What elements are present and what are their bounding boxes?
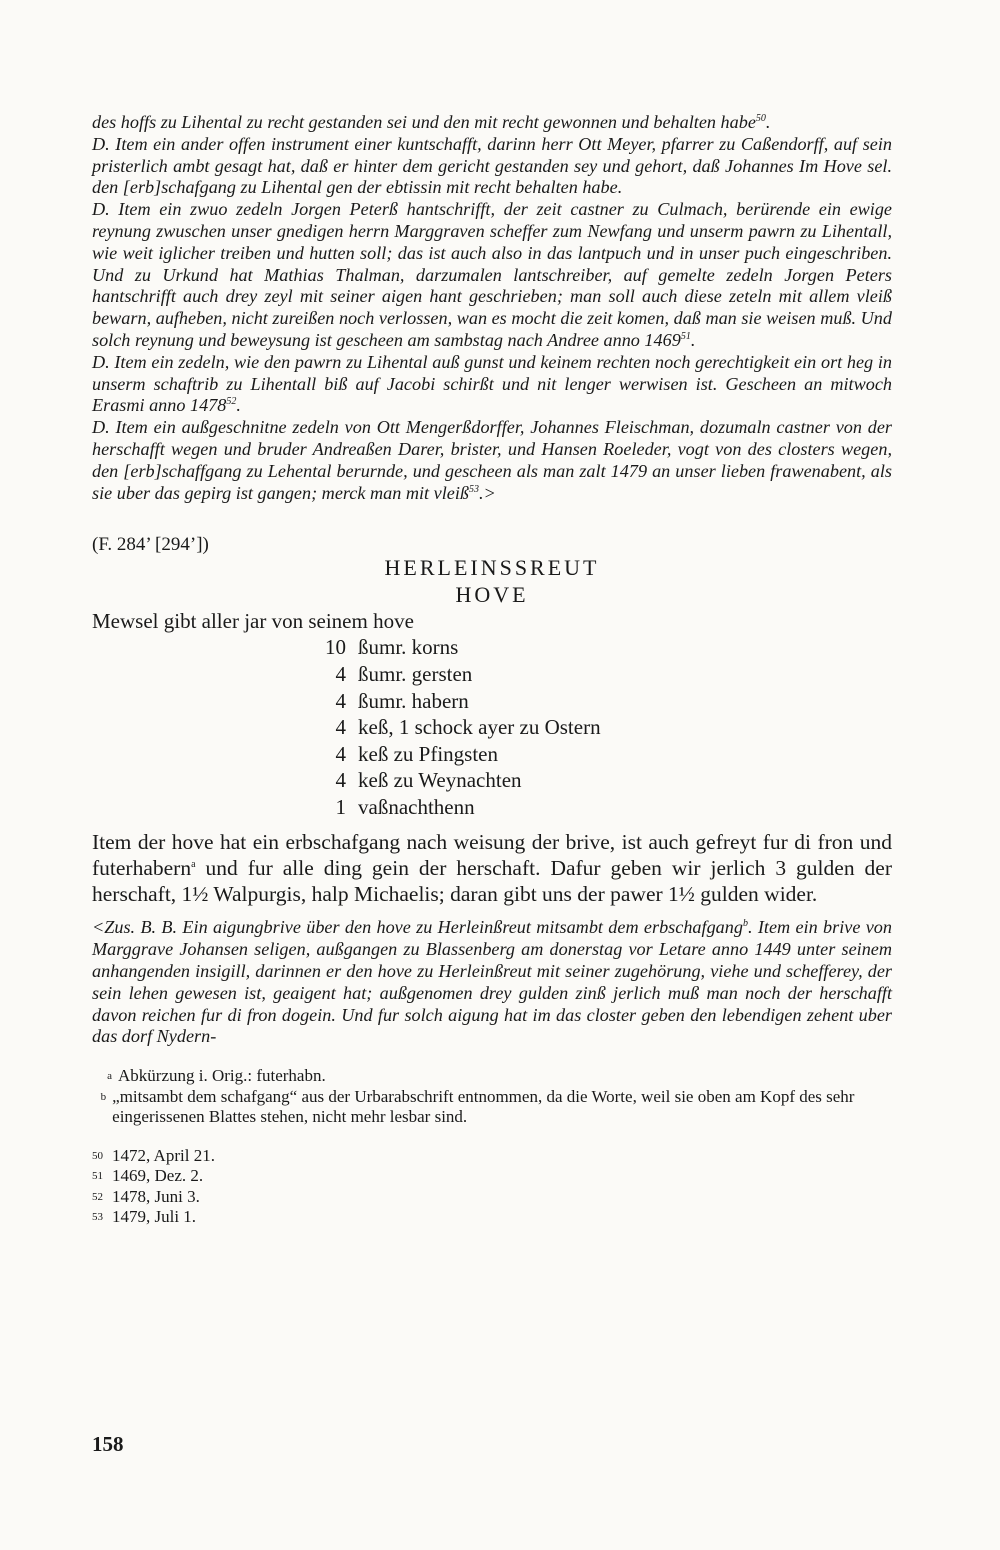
footnote-ref: 52 xyxy=(226,396,237,408)
footnotes xyxy=(92,1066,892,1128)
footnote-ref: 51 xyxy=(680,330,691,342)
entry-paragraph: D. Item ein ander offen instrument einer kuntschafft, darinn herr Ott Meyer, pfarrer zu Caßendorff, auf sein pristerlich ambt gesagt hat, daß er hinter dem gericht gestanden sey und gehort, daß Johannes Im Hove sel. den [erb]schafgang zu Lihental gen der ebtissin mit recht behalten habe. xyxy=(92,133,892,198)
section-heading: HERLEINSSREUT HOVE xyxy=(384,555,600,608)
top-entries xyxy=(92,112,892,504)
list-item: 4 keß, 1 schock ayer zu Ostern xyxy=(335,715,601,740)
entry-paragraph: D. Item ein außgeschnitne zedeln von Ott Mengerßdorffer, Johannes Fleischman, dozumaln castner von der herschafft wegen und bruder Andreaßen Darer, brister, und Hansen Roeleder, vogt von des closters wegen, den [erb]schaffgang zu Lehental berurnde, und gescheen als man zalt 1479 an unser lieben frawenabent, als sie uber das gepirg ist gangen; merck man mit vleiß$^{53}$.> xyxy=(92,417,892,503)
list-item: 10 ßumr. korns xyxy=(325,635,459,660)
list-item: 4 keß zu Pfingsten xyxy=(335,741,498,766)
intro-line: Mewsel gibt aller jar von seinem hove xyxy=(92,609,414,634)
folio-reference: (F. 284’ [294’]) xyxy=(92,534,209,556)
date-references xyxy=(92,1146,892,1228)
date-reference: 51 1469, Dez. 2. xyxy=(92,1166,204,1186)
footnote-ref: a xyxy=(191,858,196,870)
entry-paragraph: des hoffs zu Lihental zu recht gestanden sei und den mit recht gewonnen und behalten habe$^{50}$. xyxy=(92,112,771,132)
page-content xyxy=(92,112,892,1228)
footnote: b „mitsambt dem schafgang“ aus der Urbarabschrift entnommen, da die Worte, weil sie oben am Kopf des sehr eingerissenen Blattes stehen, nicht mehr lesbar sind. xyxy=(100,1086,855,1127)
main-paragraph: Item der hove hat ein erbschafgang nach weisung der brive, ist auch gefreyt fur di fron und futerhabern$^a$ und fur alle ding gein der herschaft. Dafur geben wir jerlich 3 gulden der herschaft, 1½ Walpurgis, halp Michaelis; daran gibt uns der pawer 1½ gulden wider. xyxy=(92,829,892,907)
entry-paragraph: D. Item ein zwuo zedeln Jorgen Peterß hantschrifft, der zeit castner zu Culmach, berürende ein ewige reynung zwuschen unser gnedigen herrn Marggraven scheffer zum Newfang und unserm pawrn zu Lihentall, wie weit iglicher treiben und hutten soll; das ist auch also in das lantpuch und in unser puch eingeschriben. Und zu Urkund hat Mathias Thalman, darzumalen lantschreiber, auf gemelte zedeln Jorgen Peters hantschrifft auch drey zeyl mit seiner aigen hant geschrieben; man soll auch diese zeteln mit allem vleiß bewarn, aufheben, nicht zureißen noch verlossen, wan es mocht die zeit komen, daß man sie weisen muß. Und solch reynung und beweysung ist gescheen am sambstag nach Andree anno 1469$^{51}$. xyxy=(92,199,892,350)
list-item: 4 ßumr. gersten xyxy=(335,661,473,686)
date-reference: 52 1478, Juni 3. xyxy=(92,1186,200,1206)
date-reference: 53 1479, Juli 1. xyxy=(92,1207,197,1227)
list-item: 4 keß zu Weynachten xyxy=(335,768,522,793)
footnote-ref: 53 xyxy=(468,483,479,495)
footnote-ref: 50 xyxy=(755,112,766,124)
footnote: a Abkürzung i. Orig.: futerhabn. xyxy=(107,1066,326,1086)
list-item: 4 ßumr. habern xyxy=(335,688,469,713)
footnote-ref: b xyxy=(742,918,748,930)
list-item: 1 vaßnachthenn xyxy=(335,794,475,819)
page-number: 158 xyxy=(92,1432,124,1456)
dues-list xyxy=(314,634,892,820)
entry-paragraph: D. Item ein zedeln, wie den pawrn zu Lihental auß gunst und keinem rechten noch gerechtigkeit ein ort heg in unserm schaftrib zu Lihentall biß auf Jacobi schirßt und nit lenger werwisen ist. Gescheen an mitwoch Erasmi anno 1478$^{52}$. xyxy=(92,351,892,416)
addition-paragraph: <Zus. B. B. Ein aigungbrive über den hove zu Herleinßreut mitsambt dem erbschafgang$^b$. Item ein brive von Marggrave Johansen seligen, außgangen zu Blassenberg am donerstag vor Letare anno 1449 unter seinem anhangenden insigill, darinnen er den hove zu Herleinßreut mit seiner zugehörung, viehe und schefferey, der sein lehen gewesen ist, geaigent hat; außgenomen drey gulden zinß jerlich muß man noch der herschafft davon reichen fur di fron dogein. Und fur solch aigung hat im das closter geben den lebendigen zehent uber das dorf Nydern- xyxy=(92,917,892,1047)
date-reference: 50 1472, April 21. xyxy=(92,1145,215,1165)
